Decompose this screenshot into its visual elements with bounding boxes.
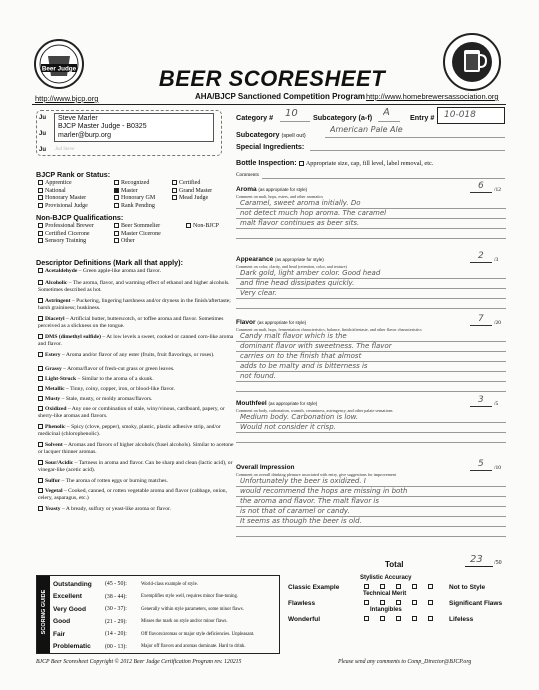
category-label: Category #: [236, 113, 274, 122]
entry-number-value: 10-018: [444, 110, 476, 120]
descriptor-checkbox[interactable]: [38, 352, 43, 357]
flavor-instructions: Comment on malt, hops, fermentation characteristics, balance, finish/aftertaste, and other flavor characteristics: [236, 327, 422, 332]
scoring-guide: [36, 575, 280, 654]
descriptor-item[interactable]: Sour/Acidic – Tartness in aroma and flavor. Can be sharp and clean (lactic acid), or vinegar-like (acetic acid).: [38, 460, 233, 473]
aroma-label: Aroma (as appropriate for style): [236, 186, 308, 193]
descriptor-item[interactable]: Estery – Aroma and/or flavor of any ester (fruits, fruit flavorings, or roses).: [38, 352, 238, 359]
total-max: /50: [494, 560, 502, 566]
descriptor-item[interactable]: Metallic – Tinny, coiny, copper, iron, or blood-like flavor.: [38, 386, 238, 393]
appearance-comment-line[interactable]: Dark gold, light amber color. Good head: [240, 269, 381, 277]
descriptor-item[interactable]: Astringent – Puckering, lingering harshness and/or dryness in the finish/aftertaste; harsh graininess; huskiness.: [38, 298, 231, 311]
descriptor-checkbox[interactable]: [38, 424, 43, 429]
judge-label: [54, 113, 214, 142]
page-subtitle: AHA/BJCP Sanctioned Competition Program: [194, 92, 366, 101]
descriptor-checkbox[interactable]: [38, 334, 43, 339]
subcat-spell-value[interactable]: American Pale Ale: [330, 125, 403, 134]
descriptor-item[interactable]: Sulfur – The aroma of rotten eggs or burning matches.: [38, 478, 238, 485]
category-value[interactable]: 10: [285, 108, 298, 119]
rating-checkbox[interactable]: [428, 600, 433, 605]
footer-contact: Please send any comments to Comp_Director@BJCP.org: [338, 659, 472, 665]
mouthfeel-instructions: Comment on body, carbonation, warmth, creaminess, astringency, and other palate sensations: [236, 408, 393, 413]
rating-checkbox[interactable]: [412, 616, 417, 621]
rating-row: Flawless Significant Flaws: [288, 600, 503, 607]
judge-info-box: Ju Ju Ju Steve Marler BJCP Master Judge - B0325 marler@burp.org Jud Steve: [36, 110, 222, 156]
aha-logo-icon: [442, 32, 502, 92]
subcategory-value[interactable]: A: [383, 107, 390, 118]
appearance-comment-line[interactable]: and fine head dissipates quickly.: [240, 279, 355, 287]
overall-comment-line[interactable]: It seems as though the beer is old.: [240, 517, 362, 525]
aroma-comment-line[interactable]: not detect much hop aroma. The caramel: [240, 209, 387, 217]
entry-number-label: Entry #: [410, 113, 435, 122]
mouthfeel-comment-line[interactable]: Would not consider it crisp.: [240, 423, 336, 431]
descriptor-checkbox[interactable]: [38, 460, 43, 465]
rating-checkbox[interactable]: [428, 584, 433, 589]
descriptor-item[interactable]: Phenolic – Spicy (clove, pepper), smoky, plastic, plastic adhesive strip, and/or medicinal (chlorophenolic).: [38, 424, 221, 437]
rank-master-checked[interactable]: [114, 188, 119, 193]
flavor-score[interactable]: 7: [478, 314, 484, 324]
descriptor-checkbox[interactable]: [38, 478, 43, 483]
bottle-inspection-label: Bottle Inspection: Appropriate size, cap, fill level, label removal, etc.: [236, 158, 434, 167]
rank-heading: BJCP Rank or Status:: [36, 170, 111, 179]
overall-score[interactable]: 5: [478, 459, 484, 469]
rating-checkbox[interactable]: [380, 600, 385, 605]
ratings-panel: [284, 575, 506, 654]
judge-email: marler@burp.org: [58, 131, 112, 139]
appearance-score[interactable]: 2: [478, 251, 484, 261]
rank-checkbox[interactable]: [38, 180, 43, 185]
descriptor-item[interactable]: Vegetal – Cooked, canned, or rotten vegetable aroma and flavor (cabbage, onion, celery, asparagus, etc.): [38, 488, 228, 501]
rank-col-3: Certified Grand Master Mead Judge: [172, 180, 232, 203]
descriptor-item[interactable]: Light-Struck – Similar to the aroma of a skunk.: [38, 376, 238, 383]
scoring-row: Excellent (38 - 44): Exemplifies style well, requires minor fine-tuning.: [53, 593, 239, 601]
subcat-spell-label: Subcategory (spell out): [236, 130, 306, 139]
rating-checkbox[interactable]: [428, 616, 433, 621]
descriptor-checkbox[interactable]: [38, 376, 43, 381]
judge-faded-text: Jud Steve: [55, 147, 75, 152]
descriptor-item[interactable]: Alcoholic – The aroma, flavor, and warming effect of ethanol and higher alcohols. Sometimes described as hot.: [38, 280, 230, 293]
descriptor-checkbox[interactable]: [38, 386, 43, 391]
overall-max: /10: [494, 465, 502, 471]
judge-rank: BJCP Master Judge - B0325: [58, 123, 147, 131]
appearance-comment-line[interactable]: Very clear.: [240, 289, 277, 297]
flavor-comment-line[interactable]: carries on to the finish that almost: [240, 352, 362, 360]
descriptor-item[interactable]: Acetaldehyde – Green apple-like aroma and flavor.: [38, 268, 238, 275]
overall-comment-line[interactable]: would recommend the hops are missing in both: [240, 487, 408, 495]
rank-col-1: Apprentice National Honorary Master Provisional Judge: [38, 180, 118, 210]
descriptor-checkbox[interactable]: [38, 488, 43, 493]
scoresheet-page: Beer Judge BEER SCORESHEET AHA/BJCP Sanctioned Competition Program http://www.bjcp.org http://www.homebrewersassociation.org Ju Ju Ju Steve Marler BJCP Master Judge - B0325 marler@burp.org Jud Steve Category # 10 Subcategory (a-f) A Entry # 10-018 Subcategory (spell out) American Pale Ale Special Ingredients: Bottle Inspection: Appropriate size, cap, fill level, label removal, etc. Comments BJCP Rank or Status: Apprentice National Honorary Master Provisional Judge Recognized Master Honorary GM Rank Pending Certified Grand Master Mead Judge Non-BJCP Qualifications: Professional Brewer Certified Cicerone Sensory Training Beer Sommelier Master Cicerone Other Non-BJCP Descriptor Definitions (Mark all that apply): Acetaldehyde – Green apple-like aroma and flavor. Alcoholic – The aroma, flavor, and warming effect of ethanol and higher alcohols. Sometimes described as hot. Astringent – Puckering, lingering harshness and/or dryness in the finish/aftertaste; harsh graininess; huskiness. Diacetyl – Artificial butter, butterscotch, or toffee aroma and flavor. Sometimes perceived as a slickness on the tongue. DMS (dimethyl sulfide) – At low levels a sweet, cooked or canned corn-like aroma and flavor. Estery – Aroma and/or flavor of any ester (fruits, fruit flavorings, or roses). Grassy – Aroma/flavor of fresh-cut grass or green leaves. Light-Struck – Similar to the aroma of a skunk. Metallic – Tinny, coiny, copper, iron, or blood-like flavor. Musty – Stale, musty, or moldy aromas/flavors. Oxidized – Any one or combination of stale, winy/vinous, cardboard, papery, or sherry-like aromas and flavors. Phenolic – Spicy (clove, pepper), smoky, plastic, plastic adhesive strip, and/or medicinal (chlorophenolic). Solvent – Aromas and flavors of higher alcohols (fusel alcohols). Similar to acetone or lacquer thinner aromas. Sour/Acidic – Tartness in aroma and flavor. Can be sharp and clean (lactic acid), or vinegar-like (acetic acid). Sulfur – The aroma of rotten eggs or burning matches. Vegetal – Cooked, canned, or rotten vegetable aroma and flavor (cabbage, onion, celery, asparagus, etc.) Yeasty – A bready, sulfury or yeast-like aroma or flavor. Aroma (as appropriate for style) Comment on malt, hops, esters, and other aromatics 6 /12 Caramel, sweet aroma initially. Do not detect much hop aroma. The caramel malt flavor continues as beer sits. Appearance (as appropriate for style) Comment on color, clarity, and head (retention, color, and texture) 2 /3 Dark gold, light amber color. Good head and fine head dissipates quickly. Very clear. Flavor (as appropriate for style) Comment on malt, hops, fermentation characteristics, balance, finish/aftertaste, and other flavor characteristics 7 /20 Candy malt flavor which is the dominant flavor with sweetness. The flavor carries on to the finish that almost adds to be malty and is bitterness is not found. Mouthfeel (as appropriate for style) Comment on body, carbonation, warmth, creaminess, astringency, and other palate sensations 3 /5 Medium body. Carbonation is low. Would not consider it crisp. Overall Impression Comment on overall drinking pleasure associated with entry, give suggestions for improvement 5 /10 Unfortunately the beer is oxidized. I would recommend the hops are missing in both the aroma and flavor. The malt flavor is is not that of caramel or candy. It seems as though the beer is old. Total 23 /50 SCORING GUIDE Outstanding (45 - 50): World-class example of style. Excellent (38 - 44): Exemplifies style well, requires minor fine-tuning. Very Good (30 - 37): Generally within style parameters, some minor flaws. Good (21 - 29): Misses the mark on style and/or minor flaws. Fair (14 - 20): Off flavors/aromas or major style deficiencies. Unpleasant. Problematic (00 - 13): Major off flavors and aromas dominate. Hard to drink. Stylistic Accuracy Technical Merit Intangibles Classic Example Not to Style Flawless Significant Flaws Wonderful Lifeless BJCP Beer Scoresheet Copyright © 2012 Beer Judge Certification Program rev. 120215 Please send any comments to Comp_Director@BJCP.org: [0, 0, 539, 690]
bjcp-logo-icon: [33, 38, 85, 90]
rating-checkbox[interactable]: [380, 616, 385, 621]
aroma-score[interactable]: 6: [478, 181, 484, 191]
total-label: Total: [385, 560, 404, 569]
descriptor-checkbox[interactable]: [38, 366, 43, 371]
scoring-row: Outstanding (45 - 50): World-class example of style.: [53, 580, 198, 588]
scoring-row: Fair (14 - 20): Off flavors/aromas or major style deficiencies. Unpleasant.: [53, 630, 255, 638]
technical-label: Technical Merit: [363, 591, 407, 597]
entry-number-box[interactable]: [437, 107, 505, 124]
subcategory-label: Subcategory (a-f): [313, 113, 373, 122]
bottle-comments-label: Comments: [236, 172, 259, 178]
footer-copyright: BJCP Beer Scoresheet Copyright © 2012 Beer Judge Certification Program rev. 120215: [36, 659, 242, 665]
appearance-max: /3: [494, 257, 499, 263]
aha-url-link[interactable]: http://www.homebrewersassociation.org: [366, 92, 499, 101]
scoring-row: Good (21 - 29): Misses the mark on style and/or minor flaws.: [53, 618, 228, 626]
overall-instructions: Comment on overall drinking pleasure associated with entry, give suggestions for improvement: [236, 472, 396, 477]
flavor-max: /20: [494, 320, 502, 326]
flavor-comment-line[interactable]: Candy malt flavor which is the: [240, 332, 347, 340]
flavor-comment-line[interactable]: not found.: [240, 372, 276, 380]
rating-checkbox[interactable]: [396, 584, 401, 589]
aroma-comment-line[interactable]: malt flavor continues as beer sits.: [240, 219, 360, 227]
rating-checkbox[interactable]: [412, 584, 417, 589]
descriptor-heading: Descriptor Definitions (Mark all that apply):: [36, 258, 183, 267]
overall-comment-line[interactable]: Unfortunately the beer is oxidized. I: [240, 477, 366, 485]
flavor-comment-line[interactable]: dominant flavor with sweetness. The flavor: [240, 342, 392, 350]
descriptor-checkbox[interactable]: [38, 298, 43, 303]
descriptor-checkbox[interactable]: [38, 506, 43, 511]
descriptor-checkbox[interactable]: [38, 396, 43, 401]
overall-label: Overall Impression: [236, 464, 295, 471]
descriptor-checkbox[interactable]: [38, 280, 43, 285]
page-title: BEER SCORESHEET: [158, 66, 386, 91]
scoring-row: Very Good (30 - 37): Generally within style parameters, some minor flaws.: [53, 605, 244, 613]
rating-checkbox[interactable]: [396, 616, 401, 621]
mouthfeel-score[interactable]: 3: [478, 395, 484, 405]
mouthfeel-label: Mouthfeel (as appropriate for style): [236, 400, 318, 407]
mouthfeel-comment-line[interactable]: Medium body. Carbonation is low.: [240, 413, 359, 421]
descriptor-item[interactable]: Solvent – Aromas and flavors of higher alcohols (fusel alcohols). Similar to acetone or lacquer thinner aromas.: [38, 442, 234, 455]
nonbjcp-heading: Non-BJCP Qualifications:: [36, 213, 124, 222]
descriptor-item[interactable]: Oxidized – Any one or combination of stale, winy/vinous, cardboard, papery, or sherry-like aromas and flavors.: [38, 406, 225, 419]
descriptor-checkbox[interactable]: [38, 406, 43, 411]
descriptor-item[interactable]: Diacetyl – Artificial butter, butterscotch, or toffee aroma and flavor. Sometimes perceived as a slickness on the tongue.: [38, 316, 224, 329]
scoring-guide-label: SCORING GUIDE: [41, 589, 47, 635]
rating-checkbox[interactable]: [396, 600, 401, 605]
rank-col-2: Recognized Master Honorary GM Rank Pending: [114, 180, 184, 210]
descriptor-checkbox[interactable]: [38, 268, 43, 273]
descriptor-item[interactable]: Grassy – Aroma/flavor of fresh-cut grass or green leaves.: [38, 366, 238, 373]
scoring-row: Problematic (00 - 13): Major off flavors and aromas dominate. Hard to drink.: [53, 643, 246, 651]
stylistic-label: Stylistic Accuracy: [360, 575, 412, 581]
judge-name: Steve Marler: [58, 115, 98, 122]
rating-checkbox[interactable]: [412, 600, 417, 605]
aroma-max: /12: [494, 187, 502, 193]
descriptor-item[interactable]: DMS (dimethyl sulfide) – At low levels a sweet, cooked or canned corn-like aroma and flavor.: [38, 334, 234, 347]
descriptor-item[interactable]: Musty – Stale, musty, or moldy aromas/flavors.: [38, 396, 238, 403]
rating-checkbox[interactable]: [364, 600, 369, 605]
flavor-label: Flavor (as appropriate for style): [236, 319, 307, 326]
aroma-comment-line[interactable]: Caramel, sweet aroma initially. Do: [240, 199, 361, 207]
appearance-label: Appearance (as appropriate for style): [236, 256, 324, 263]
flavor-comment-line[interactable]: adds to be malty and is bitterness is: [240, 362, 368, 370]
descriptor-item[interactable]: Yeasty – A bready, sulfury or yeast-like aroma or flavor.: [38, 506, 238, 513]
bjcp-url-link[interactable]: http://www.bjcp.org: [35, 94, 99, 103]
special-ingredients-label: Special Ingredients:: [236, 142, 305, 151]
descriptor-checkbox[interactable]: [38, 316, 43, 321]
rating-checkbox[interactable]: [364, 584, 369, 589]
descriptor-checkbox[interactable]: [38, 442, 43, 447]
aroma-instructions: Comment on malt, hops, esters, and other aromatics: [236, 194, 323, 199]
intangibles-label: Intangibles: [370, 607, 402, 613]
appearance-instructions: Comment on color, clarity, and head (retention, color, and texture): [236, 264, 347, 269]
overall-comment-line[interactable]: is not that of caramel or candy.: [240, 507, 350, 515]
rating-row: Classic Example Not to Style: [288, 584, 486, 591]
total-value[interactable]: 23: [470, 554, 483, 565]
overall-comment-line[interactable]: the aroma and flavor. The malt flavor is: [240, 497, 380, 505]
bjcp-logo-text: Beer Judge: [41, 65, 77, 73]
rating-checkbox[interactable]: [364, 616, 369, 621]
rating-checkbox[interactable]: [380, 584, 385, 589]
mouthfeel-max: /5: [494, 401, 499, 407]
rating-row: Wonderful Lifeless: [288, 616, 474, 623]
